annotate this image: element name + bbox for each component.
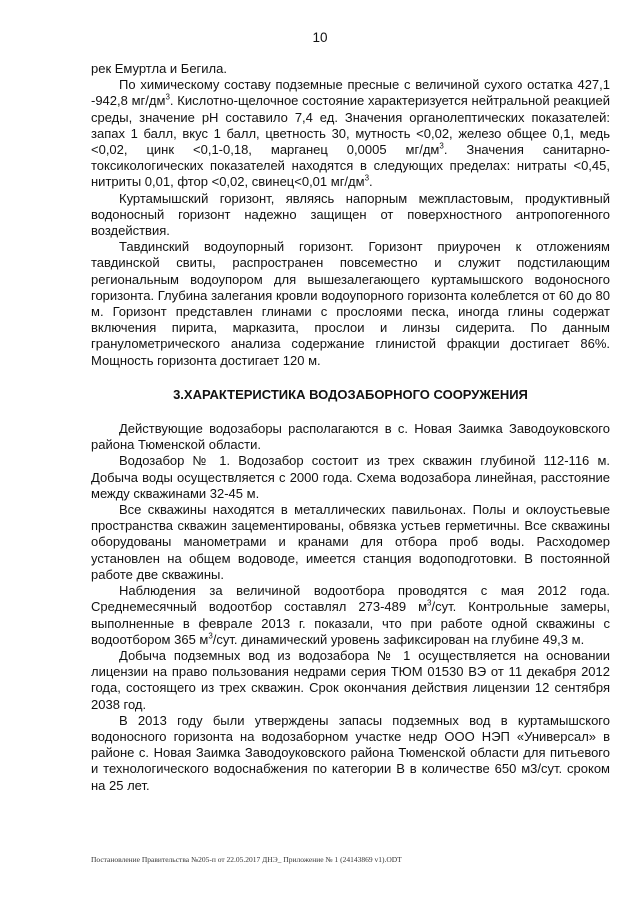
paragraph-rivers: рек Емуртла и Бегила. bbox=[91, 61, 227, 76]
paragraph-intake-1: Водозабор № 1. Водозабор состоит из трех скважин глубиной 112-116 м. Добыча воды осуществляется с 2000 года. Схема водозабора линейная, расстояние между скважинами 32-45 м. bbox=[91, 453, 610, 501]
paragraph-license: Добыча подземных вод из водозабора № 1 осуществляется на основании лицензии на право пользования недрами серия ТЮМ 01530 ВЭ от 11 декабря 2012 года, состоящего из трех скважин. Срок окончания действия лицензии 12 сентября 2038 год. bbox=[91, 647, 610, 712]
paragraph-reserves: В 2013 году были утверждены запасы подземных вод в куртамышского водоносного горизонта на водозаборном участке недр ООО НЭП «Универсал» в районе с. Новая Заимка Заводоуковского района Тюменской области для питьевого и технологического водоснабжения по категории В в количестве 650 м3/сут. сроком на 25 лет. bbox=[91, 712, 610, 793]
paragraph-chemistry: По химическому составу подземные пресные с величиной сухого остатка 427,1 -942,8 $мг/дм^3$. Кислотно-щелочное состояние характеризуется нейтральной реакцией среды, значение рН составило 7,4 ед. Значения органолептических показателей: запах 1 балл, вкус 1 балл, цветность 30, мутность <0,02, железо общее 0,1, медь <0,02, цинк <0,1-0,18, марганец 0,0005 $мг/дм^3$. Значения санитарно-токсикологических показателей находятся в следующих пределах: нитраты <0,45, нитриты 0,01, фтор <0,02, свинец<0,01 $мг/дм^3$. bbox=[91, 77, 610, 190]
paragraph-wells: Все скважины находятся в металлических павильонах. Полы и оклоустьевые пространства скважин зацементированы, обвязка устьев герметичны. Все скважины оборудованы манометрами и кранами для отбора проб воды. Расходомер установлен на общем водоводе, имеется станция водоподготовки. В постоянной работе две скважины. bbox=[91, 502, 610, 582]
document-body bbox=[91, 61, 610, 794]
page-number: 10 bbox=[312, 30, 328, 45]
paragraph-tavda: Тавдинский водоупорный горизонт. Горизонт приурочен к отложениям тавдинской свиты, распространен повсеместно и служит подстилающим региональным водоупором для вышезалегающего куртамышского водоносного горизонта. Глубина залегания кровли водоупорного горизонта колеблется от 60 до 80 м. Горизонт представлен глинами с прослоями песка, иногда глины содержат включения пирита, марказита, прослои и линзы сидерита. По данным гранулометрического анализа содержание глинистой фракции достигает 86%. Мощность горизонта достигает 120 м. bbox=[91, 239, 610, 368]
page-footer: Постановление Правительства №205-п от 22.05.2017 ДНЭ_ Приложение № 1 (24143869 v1).ODT bbox=[91, 855, 402, 864]
section-heading: 3.ХАРАКТЕРИСТИКА ВОДОЗАБОРНОГО СООРУЖЕНИЯ bbox=[173, 386, 528, 402]
paragraph-kurtamysh: Куртамышский горизонт, являясь напорным межпластовым, продуктивный водоносный горизонт надежно защищен от поверхностного антропогенного воздействия. bbox=[91, 190, 610, 239]
paragraph-intakes: Действующие водозаборы располагаются в с. Новая Заимка Заводоуковского района Тюменской области. bbox=[91, 421, 610, 453]
paragraph-observations: Наблюдения за величиной водоотбора проводятся с мая 2012 года. Среднемесячный водоотбор составлял 273-489 $м^3$/сут. Контрольные замеры, выполненные в феврале 2013 г. показали, что при работе одной скважины с водоотбором 365 $м^3$/сут. динамический уровень зафиксирован на глубине 49,3 м. bbox=[91, 583, 610, 647]
